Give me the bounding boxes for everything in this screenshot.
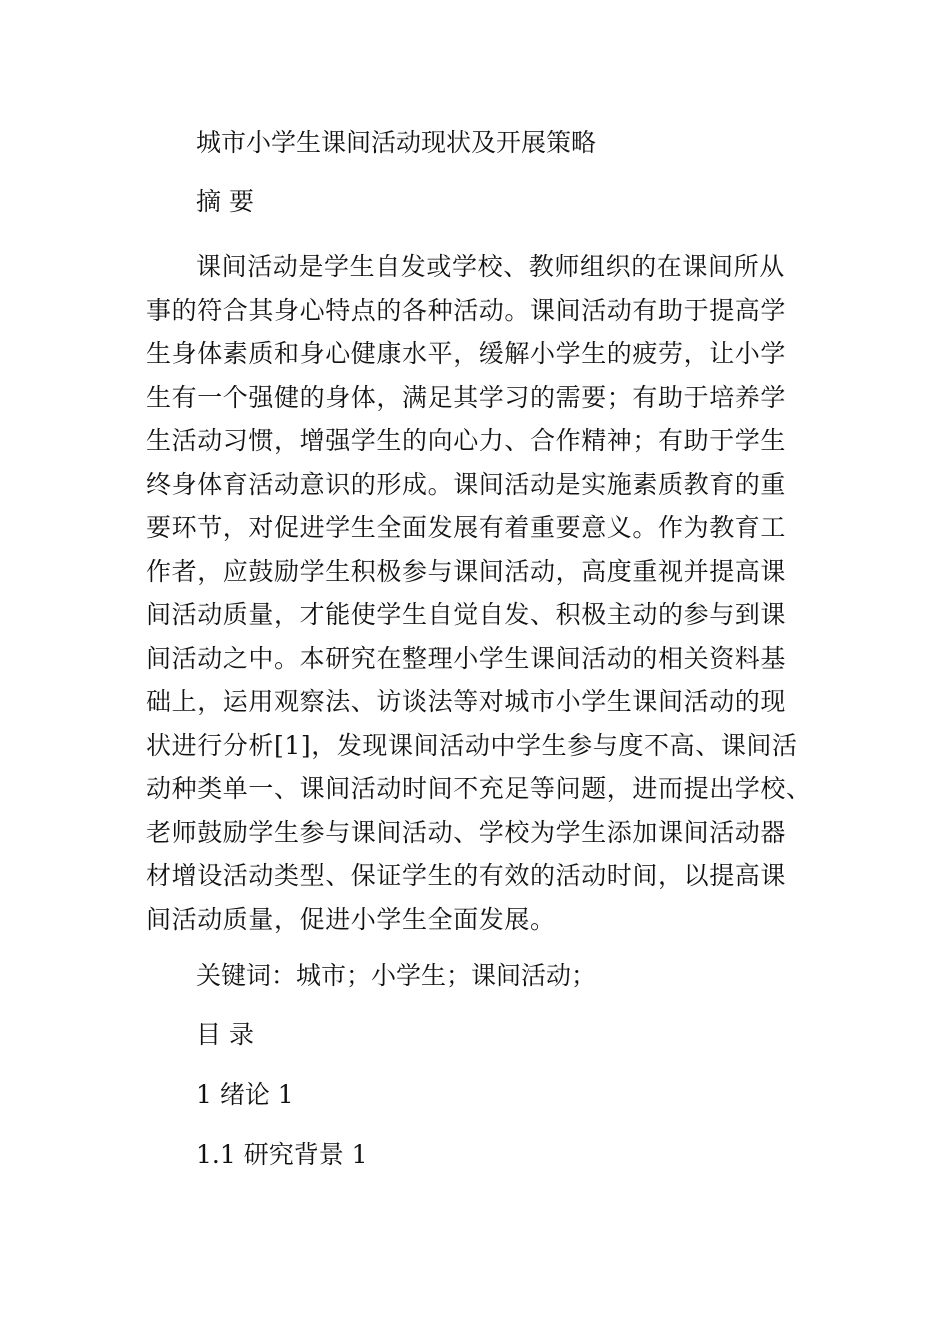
abstract-body: [146, 245, 812, 941]
abstract-line: 作者，应鼓励学生积极参与课间活动，高度重视并提高课: [146, 556, 787, 586]
abstract-line: 间活动质量，才能使学生自觉自发、积极主动的参与到课: [146, 600, 787, 629]
toc-heading: 目 录: [196, 1020, 254, 1049]
toc-item: 1 绪论 1: [196, 1080, 294, 1109]
abstract-line: 间活动之中。本研究在整理小学生课间活动的相关资料基: [146, 643, 787, 673]
toc-item: 1.1 研究背景 1: [196, 1140, 368, 1169]
abstract-line: 要环节，对促进学生全面发展有着重要意义。作为教育工: [146, 513, 787, 542]
abstract-line: 老师鼓励学生参与课间活动、学校为学生添加课间活动器: [146, 817, 787, 847]
abstract-line: 事的符合其身心特点的各种活动。课间活动有助于提高学: [146, 295, 787, 325]
abstract-line: 终身体育活动意识的形成。课间活动是实施素质教育的重: [146, 469, 787, 499]
abstract-line: 间活动质量，促进小学生全面发展。: [146, 904, 556, 934]
abstract-line: 动种类单一、课间活动时间不充足等问题，进而提出学校、: [146, 774, 812, 803]
abstract-line: 课间活动是学生自发或学校、教师组织的在课间所从: [196, 252, 785, 281]
abstract-line: 生身体素质和身心健康水平，缓解小学生的疲劳，让小学: [146, 339, 787, 368]
abstract-line: 础上，运用观察法、访谈法等对城市小学生课间活动的现: [146, 687, 787, 716]
abstract-line: 生有一个强健的身体，满足其学习的需要；有助于培养学: [146, 382, 787, 412]
abstract-heading: 摘 要: [196, 187, 254, 216]
abstract-line: 生活动习惯，增强学生的向心力、合作精神；有助于学生: [146, 426, 787, 455]
abstract-line: 材增设活动类型、保证学生的有效的活动时间，以提高课: [146, 861, 787, 890]
abstract-line: 状进行分析[1]，发现课间活动中学生参与度不高、课间活: [146, 730, 798, 760]
keywords-line: 关键词：城市；小学生；课间活动；: [196, 961, 597, 990]
document-title: 城市小学生课间活动现状及开展策略: [196, 128, 597, 157]
